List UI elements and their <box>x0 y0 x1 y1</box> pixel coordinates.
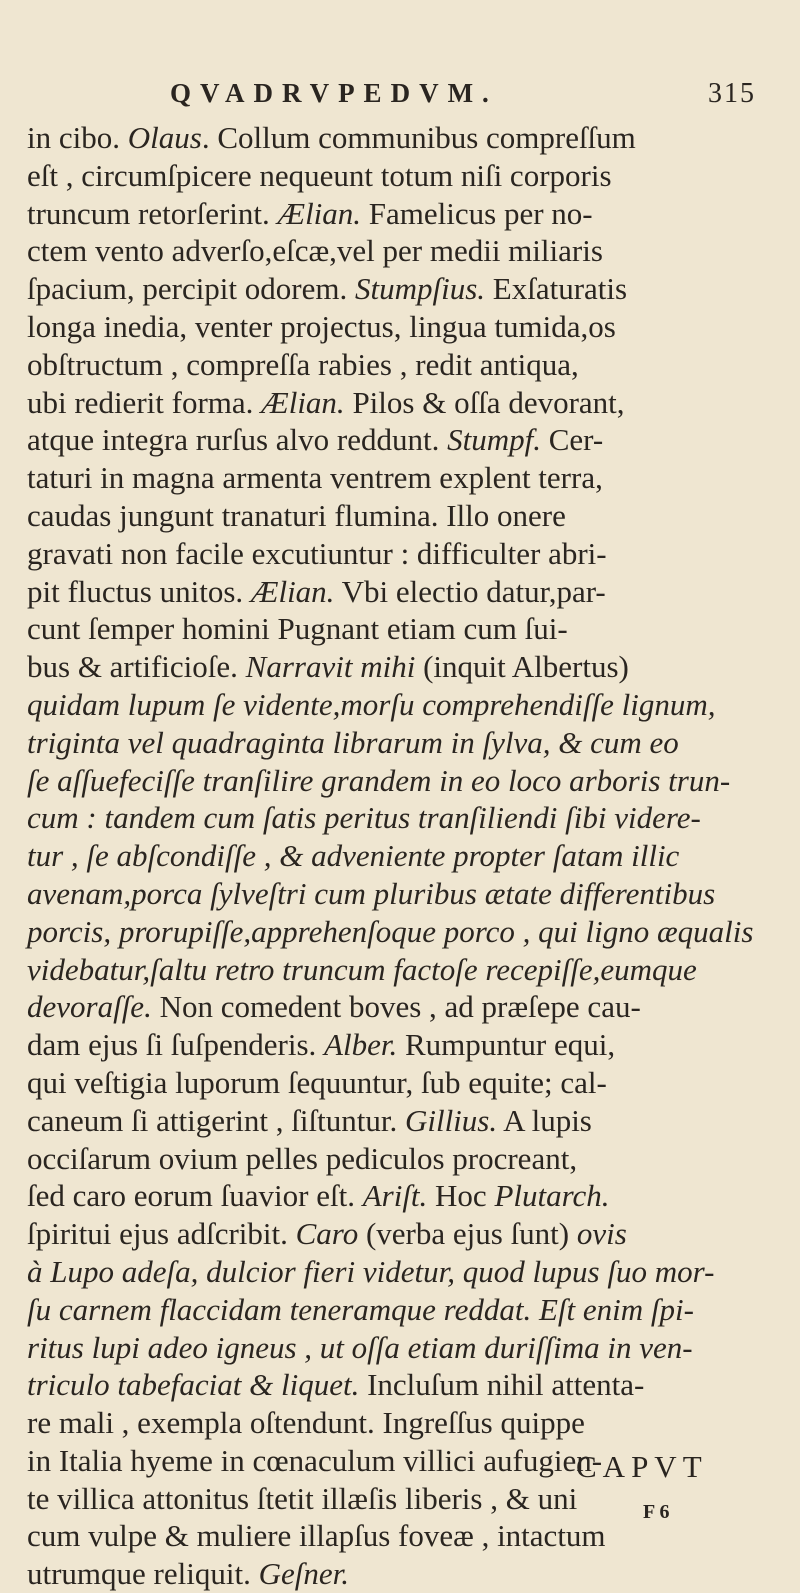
italic-text: cum : tandem cum ſatis peritus tranſiliendi ſibi videre- <box>27 800 701 836</box>
text-line <box>27 497 781 535</box>
italic-text: à Lupo adeſa, dulcior fieri videtur, quod lupus ſuo mor- <box>27 1253 715 1289</box>
text-segment: bus & artificioſe. <box>27 649 246 685</box>
text-segment: te villica attonitus ſtetit illæſis liberis , & uni <box>27 1480 578 1516</box>
italic-text: Ælian. <box>261 384 345 420</box>
italic-text: ſe aſſuefeciſſe tranſilire grandem in eo loco arboris trun- <box>27 762 731 798</box>
text-segment: Rumpuntur equi, <box>397 1027 616 1063</box>
italic-text: Alber. <box>324 1027 398 1063</box>
italic-text: Olaus <box>127 120 202 155</box>
body-text <box>27 119 781 1593</box>
page-number: 315 <box>708 78 756 109</box>
italic-text: ſu carnem flaccidam teneramque reddat. Eſt enim ſpi- <box>27 1291 694 1327</box>
text-segment: ubi redierit forma. <box>27 384 262 420</box>
italic-text: Ælian. <box>277 195 362 231</box>
text-segment: caneum ſi attigerint , ſiſtuntur. <box>27 1102 405 1138</box>
italic-text: ovis <box>576 1216 627 1252</box>
text-segment: occiſarum ovium pelles pediculos procreant, <box>27 1140 578 1176</box>
page-footer <box>0 1449 800 1559</box>
text-line <box>27 232 781 270</box>
text-line <box>27 308 781 346</box>
text-segment: ctem vento adverſo,eſcæ,vel per medii miliaris <box>27 233 603 269</box>
page-header <box>0 76 800 116</box>
text-segment: Exſaturatis <box>485 271 628 307</box>
text-segment: ſpiritui ejus adſcribit. <box>27 1216 296 1252</box>
text-line <box>27 346 781 384</box>
text-line <box>27 762 781 800</box>
text-segment: obſtructum , compreſſa rabies , redit antiqua, <box>27 346 579 382</box>
text-segment: gravati non facile excutiuntur : difficulter abri- <box>27 535 607 571</box>
text-line <box>27 1026 781 1064</box>
text-line <box>27 1140 781 1178</box>
text-segment: caudas jungunt tranaturi flumina. Illo onere <box>27 497 566 533</box>
text-segment: qui veſtigia luporum ſequuntur, ſub equite; cal- <box>27 1064 607 1100</box>
text-line <box>27 1555 781 1593</box>
text-line <box>27 648 781 686</box>
text-segment: cunt ſemper homini Pugnant etiam cum ſui- <box>27 611 568 647</box>
text-segment: in Italia hyeme in cœnaculum villici aufugien- <box>27 1442 603 1478</box>
text-segment: truncum retorſerint. <box>27 195 278 231</box>
text-line <box>27 724 781 762</box>
text-line <box>27 1329 781 1367</box>
text-segment: Non comedent boves , ad præſepe cau- <box>151 989 641 1025</box>
italic-text: triculo tabefaciat & liquet. <box>27 1367 360 1403</box>
text-segment: A lupis <box>497 1102 592 1138</box>
text-line <box>27 573 781 611</box>
signature-mark: F 6 <box>643 1501 670 1523</box>
italic-text: porcis, prorupiſſe,apprehenſoque porco , qui ligno æqualis <box>27 913 754 949</box>
text-segment: . Collum communibus compreſſum <box>201 120 636 155</box>
text-line <box>27 988 781 1026</box>
text-line <box>27 384 781 422</box>
text-line <box>27 913 781 951</box>
text-line <box>27 1404 781 1442</box>
text-line <box>27 686 781 724</box>
text-segment: eſt , circumſpicere nequeunt totum niſi corporis <box>27 157 612 193</box>
text-segment: ſpacium, percipit odorem. <box>27 271 355 307</box>
text-line <box>27 875 781 913</box>
text-segment: Incluſum nihil attenta- <box>359 1367 645 1403</box>
text-segment: cum vulpe & muliere illapſus foveæ , intactum <box>27 1518 606 1554</box>
italic-text: videbatur,ſaltu retro truncum factoſe recepiſſe,eumque <box>27 951 697 987</box>
italic-text: triginta vel quadraginta librarum in ſylva, & cum eo <box>27 724 679 760</box>
italic-text: Stumpf. <box>447 422 541 458</box>
text-line <box>27 1253 781 1291</box>
text-segment: in cibo. <box>27 120 128 155</box>
text-segment: Pilos & oſſa devorant, <box>344 384 625 420</box>
italic-text: devoraſſe. <box>27 989 152 1025</box>
italic-text: tur , ſe abſcondiſſe , & adveniente propter ſatam illic <box>27 838 680 874</box>
text-line <box>27 157 781 195</box>
italic-text: avenam,porca ſylveſtri cum pluribus ætate differentibus <box>27 875 716 911</box>
text-line <box>27 610 781 648</box>
text-segment: Vbi electio datur,par- <box>334 573 606 609</box>
text-line <box>27 1366 781 1404</box>
italic-text: ritus lupi adeo igneus , ut oſſa etiam duriſſima in ven- <box>27 1329 693 1365</box>
text-line <box>27 837 781 875</box>
text-line <box>27 421 781 459</box>
text-line <box>27 799 781 837</box>
text-segment: (verba ejus ſunt) <box>358 1216 577 1252</box>
italic-text: Plutarch. <box>494 1178 610 1214</box>
text-line <box>27 459 781 497</box>
italic-text: Stumpſius. <box>354 271 486 307</box>
text-line <box>27 1177 781 1215</box>
text-line <box>27 1215 781 1253</box>
text-line <box>27 270 781 308</box>
italic-text: Geſner. <box>258 1556 349 1592</box>
italic-text: Caro <box>295 1216 359 1252</box>
text-segment: ſed caro eorum ſuavior eſt. <box>27 1178 363 1214</box>
text-line <box>27 1064 781 1102</box>
text-line <box>27 195 781 233</box>
text-segment: re mali , exempla oſtendunt. Ingreſſus quippe <box>27 1405 585 1441</box>
text-segment: atque integra rurſus alvo reddunt. <box>27 422 448 458</box>
text-line <box>27 119 781 157</box>
text-segment: longa inedia, venter projectus, lingua tumida,os <box>27 308 616 344</box>
text-line <box>27 1102 781 1140</box>
catchword: CAPVT <box>576 1449 708 1484</box>
text-segment: Hoc <box>427 1178 495 1214</box>
text-segment: taturi in magna armenta ventrem explent terra, <box>27 460 603 496</box>
text-segment: pit fluctus unitos. <box>27 573 251 609</box>
text-segment: dam ejus ſi ſuſpenderis. <box>27 1027 325 1063</box>
text-segment: utrumque reliquit. <box>27 1556 259 1592</box>
italic-text: Gillius. <box>404 1102 498 1138</box>
text-line <box>27 1291 781 1329</box>
text-segment: Cer- <box>540 422 604 458</box>
running-head: QVADRVPEDVM. <box>170 78 498 108</box>
text-line <box>27 535 781 573</box>
text-segment: (inquit Albertus) <box>415 649 629 685</box>
text-segment: Famelicus per no- <box>361 195 593 231</box>
italic-text: Narravit mihi <box>245 649 416 685</box>
italic-text: Ælian. <box>250 573 335 609</box>
italic-text: Ariſt. <box>362 1178 428 1214</box>
text-line <box>27 951 781 989</box>
italic-text: quidam lupum ſe vidente,morſu comprehendiſſe lignum, <box>27 686 716 722</box>
